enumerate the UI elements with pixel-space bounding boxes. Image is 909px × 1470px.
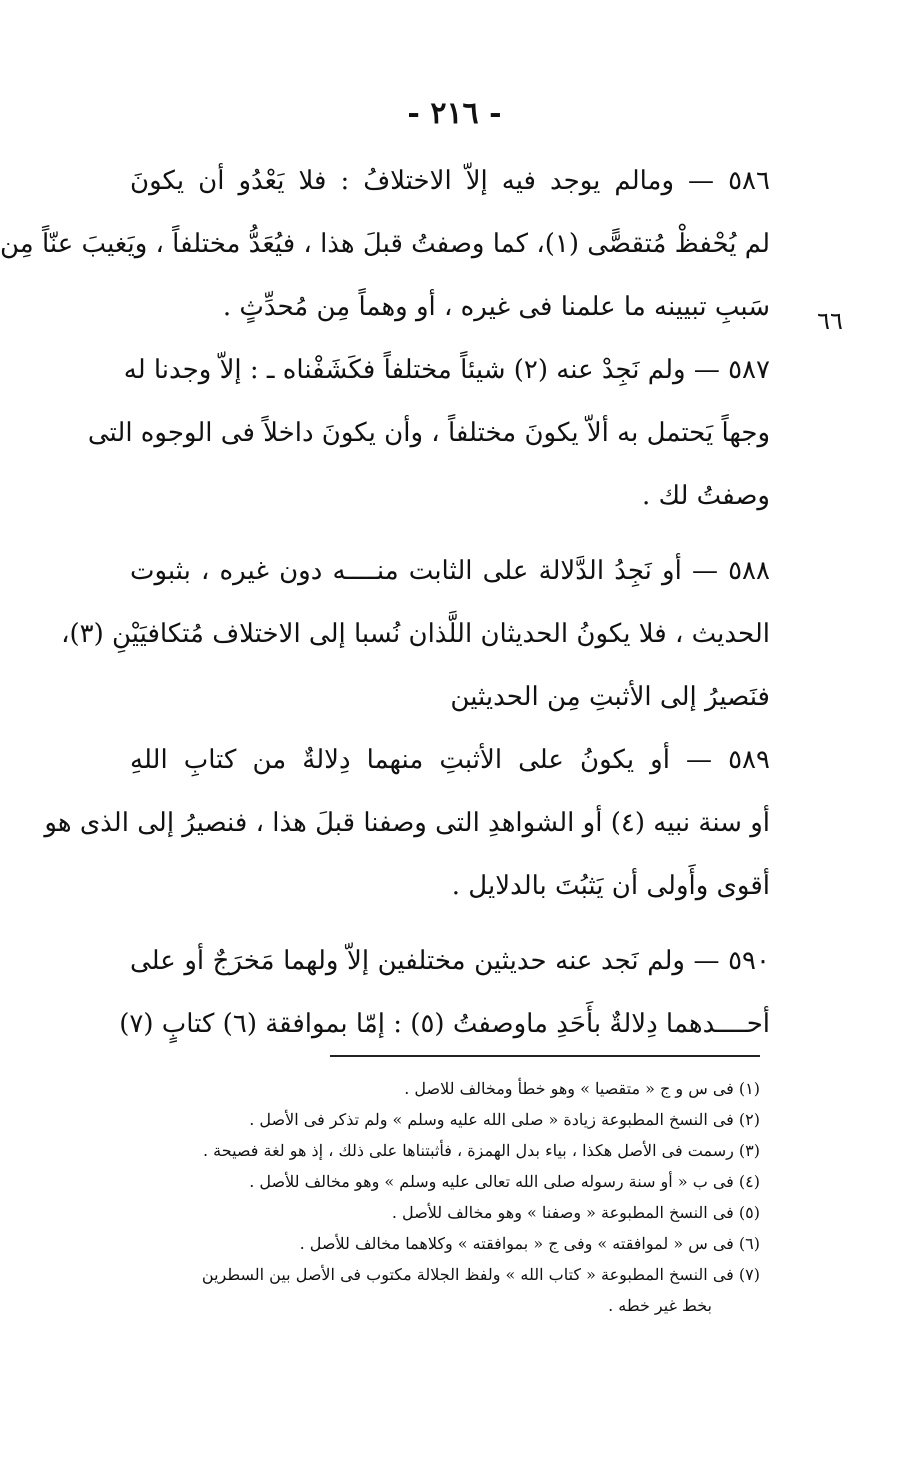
text-line: الحديث ، فلا يكونُ الحديثان اللَّذان نُسبا إلى الاختلاف مُتكافيَيْنِ (٣)، (61, 619, 770, 649)
text-line: أحــــدهما دِلالةٌ بأَحَدِ ماوصفتُ (٥) : إمّا بموافقة (٦) كتابٍ (٧) (119, 1009, 770, 1039)
paragraph-gap (130, 528, 770, 540)
text-line: سَببِ تبيينه ما علمنا فى غيره ، أو وهماً مِن مُحدِّثٍ . (222, 292, 770, 322)
footnote: بخط غير خطه . (608, 1296, 712, 1315)
text-line: ٥٨٨ — أو نَجِدُ الدَّلالة على الثابت منــــه دون غيره ، بثبوت (130, 556, 770, 586)
footnote-divider (330, 1055, 760, 1057)
text-line: ٥٨٧ — ولم نَجِدْ عنه (٢) شيئاً مختلفاً فكَشَفْناه ـ : إلاّ وجدنا له (123, 355, 770, 385)
footnote: (٣) رسمت فى الأصل هكذا ، بياء بدل الهمزة ، فأثبتناها على ذلك ، إذ هو لغة فصيحة . (202, 1141, 760, 1160)
footnote: (١) فى س و ج « متقصيا » وهو خطأ ومخالف للاصل . (404, 1079, 760, 1098)
footnotes-block (100, 1073, 760, 1321)
footnote: (٤) فى ب « أو سنة رسوله صلى الله تعالى عليه وسلم » وهو مخالف للأصل . (249, 1172, 760, 1191)
text-line: ٥٩٠ — ولم نَجد عنه حديثين مختلفين إلاّ ولهما مَخرَجٌ أو على (130, 946, 770, 976)
paragraph-gap (130, 918, 770, 930)
text-line: وصفتُ لك . (642, 481, 770, 511)
main-text-block (0, 150, 770, 1056)
text-line: وجهاً يَحتمل به ألاّ يكونَ مختلفاً ، وأن يكونَ داخلاً فى الوجوه التى (87, 418, 770, 448)
margin-reference-number: ٦٦ (817, 307, 843, 335)
text-line: أو سنة نبيه (٤) أو الشواهدِ التى وصفنا قبلَ هذا ، فنصيرُ إلى الذى هو (44, 808, 770, 838)
page-number: - ٢١٦ - (407, 96, 502, 131)
text-line: فنَصيرُ إلى الأثبتِ مِن الحديثين (450, 682, 770, 712)
text-line: ٥٨٩ — أو يكونُ على الأثبتِ منهما دِلالةٌ من كتابِ اللهِ (130, 745, 770, 775)
footnote: (٧) فى النسخ المطبوعة « كتاب الله » ولفظ الجلالة مكتوب فى الأصل بين السطرين (201, 1265, 760, 1284)
text-line: أقوى وأَولى أن يَثبُتَ بالدلايل . (451, 871, 770, 901)
footnote: (٦) فى س « لموافقته » وفى ج « بموافقته » وكلاهما مخالف للأصل . (299, 1234, 760, 1253)
footnote: (٢) فى النسخ المطبوعة زيادة « صلى الله عليه وسلم » ولم تذكر فى الأصل . (249, 1110, 760, 1129)
text-line: لم يُحْفظْ مُتقصًّى (١)، كما وصفتُ قبلَ هذا ، فيُعَدُّ مختلفاً ، ويَغيبَ عنّاً مِن (0, 229, 770, 259)
text-line: ٥٨٦ — ومالم يوجد فيه إلاّ الاختلافُ : فلا يَعْدُو أن يكونَ (130, 166, 770, 196)
footnote: (٥) فى النسخ المطبوعة « وصفنا » وهو مخالف للأصل . (391, 1203, 760, 1222)
